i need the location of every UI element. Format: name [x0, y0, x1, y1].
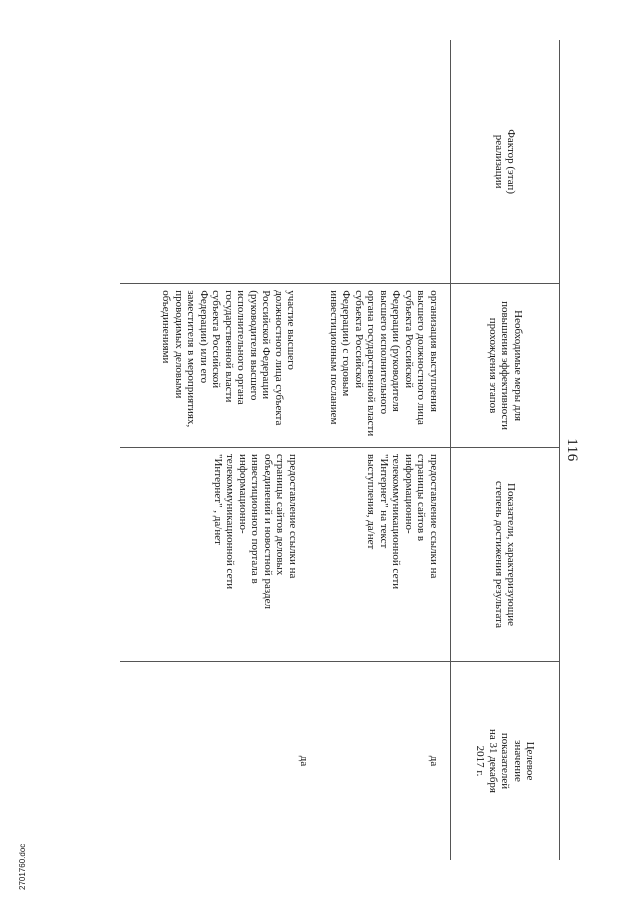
target-value: да: [298, 755, 311, 767]
target-cell: [121, 662, 451, 860]
indicator-text: предоставление ссылки на страницы сайтов в информационно- телекоммуникационной сети "Интернет" на текст выступления, да/нет: [365, 453, 440, 590]
measure-text: участие высшего должностного лица субъекта Российской Федерации (руководителя высшего исполнительного органа государственной власти субъекта Российской Федерации) или его заместителя в мероприятиях, проводимых деловыми объединениями: [160, 290, 298, 428]
indicators-cell: [121, 447, 451, 661]
header-target: Целевое значение показателей на 31 декабря 2017 г.: [451, 662, 560, 860]
factor-cell: [121, 40, 451, 284]
header-measures: Необходимые меры для повышения эффективности прохождения этапов: [451, 284, 560, 448]
indicator-text: предоставление ссылки на страницы сайтов деловых объединений и новостной раздел инвестиционного портала в информационно- телекоммуникационной сети "Интернет" , да/нет: [212, 453, 299, 610]
header-factor: Фактор (этап) реализации: [451, 40, 560, 284]
measures-cell: [121, 284, 451, 448]
header-indicators: Показатели, характеризующие степень достижения результата: [451, 447, 560, 661]
table-row: [121, 40, 451, 860]
footer-doc-code: 2701760.doc: [18, 843, 27, 890]
measures-table: [121, 40, 561, 860]
target-value: да: [428, 755, 440, 767]
rotated-content: [60, 40, 580, 860]
table-header-row: [451, 40, 560, 860]
page-number: 116: [564, 438, 580, 462]
measure-text: организация выступления высшего должностного лица субъекта Российской Федерации (руководителя высшего исполнительного органа государственной власти субъекта Российской Федерации) с годовым инвестиционным посланием: [328, 290, 440, 437]
